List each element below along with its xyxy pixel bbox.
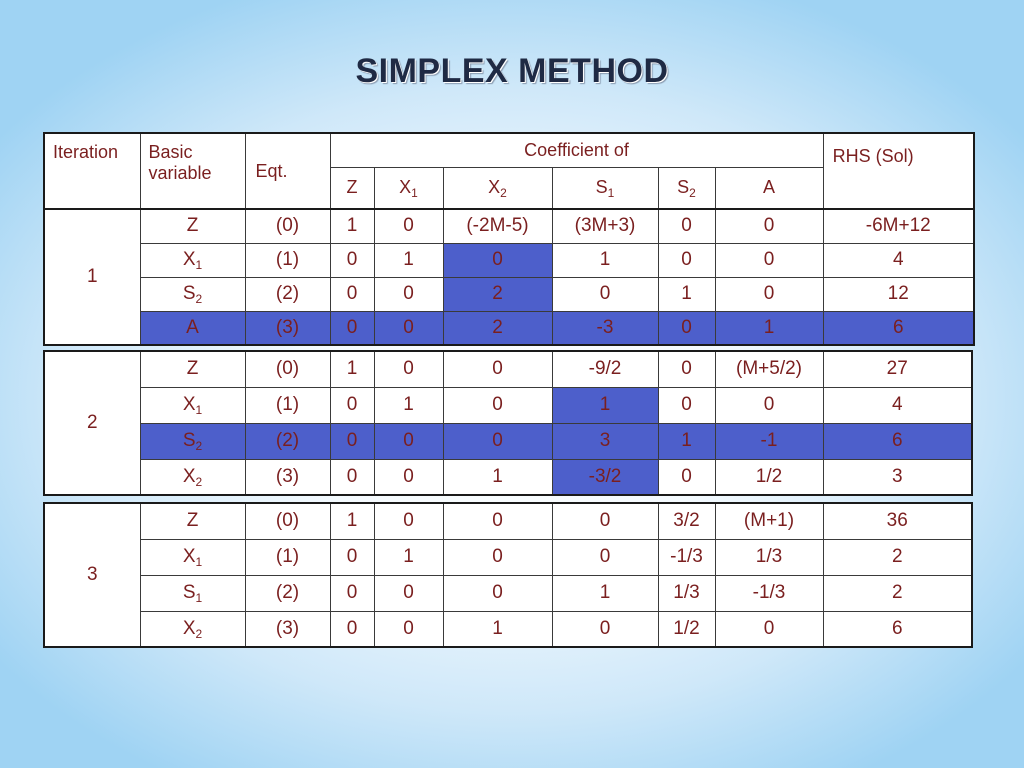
coef-a: 1/3 [715, 539, 823, 575]
pivot-column-cell: 2 [443, 277, 552, 311]
coef-a: -1/3 [715, 575, 823, 611]
rhs-cell: 6 [823, 311, 974, 345]
coef-x2: 1 [443, 459, 552, 495]
iteration-label: 2 [44, 351, 140, 495]
rhs-cell: 4 [823, 243, 974, 277]
coef-x1: 0 [374, 503, 443, 539]
coef-a: (M+1) [715, 503, 823, 539]
iteration-label: 1 [44, 209, 140, 345]
basic-variable: $X_1$ [140, 387, 245, 423]
tableau-header [43, 132, 975, 210]
eqt-cell: (1) [245, 387, 330, 423]
coef-s2: 0 [658, 311, 715, 345]
coef-a: 1 [715, 311, 823, 345]
coef-s2: 0 [658, 209, 715, 243]
table-row [44, 243, 974, 277]
rhs-cell: 36 [823, 503, 972, 539]
table-row [44, 575, 972, 611]
eqt-cell: (0) [245, 503, 330, 539]
rhs-cell: 2 [823, 539, 972, 575]
eqt-cell: (0) [245, 351, 330, 387]
basic-variable: Z [140, 209, 245, 243]
eqt-cell: (3) [245, 611, 330, 647]
basic-variable: $S_1$ [140, 575, 245, 611]
coef-a: (M+5/2) [715, 351, 823, 387]
coef-a: 1/2 [715, 459, 823, 495]
rhs-cell: 6 [823, 423, 972, 459]
header-iteration: Iteration [44, 133, 140, 209]
coef-x1: 0 [374, 311, 443, 345]
coef-x2: 0 [443, 387, 552, 423]
rhs-cell: 4 [823, 387, 972, 423]
eqt-cell: (3) [245, 459, 330, 495]
header-eqt: Eqt. [245, 133, 330, 209]
header-col-x1: $X_1$ [374, 167, 443, 209]
coef-z: 0 [330, 539, 374, 575]
header-col-x2: $X_2$ [443, 167, 552, 209]
table-row [44, 351, 972, 387]
coef-s2: 0 [658, 243, 715, 277]
coef-s1: 0 [552, 503, 658, 539]
coef-s1: 1 [552, 243, 658, 277]
coef-s2: 1 [658, 277, 715, 311]
header-rhs: RHS (Sol) [823, 133, 974, 209]
coef-x1: 0 [374, 611, 443, 647]
coef-x2: 0 [443, 351, 552, 387]
rhs-cell: 3 [823, 459, 972, 495]
coef-s1: 0 [552, 611, 658, 647]
basic-variable: Z [140, 503, 245, 539]
coef-x1: 1 [374, 243, 443, 277]
pivot-row [44, 423, 972, 459]
rhs-cell: -6M+12 [823, 209, 974, 243]
coef-s2: 0 [658, 459, 715, 495]
coef-z: 1 [330, 209, 374, 243]
coef-s1: (3M+3) [552, 209, 658, 243]
coef-s2: 1/2 [658, 611, 715, 647]
table-row [44, 387, 972, 423]
coef-a: 0 [715, 243, 823, 277]
coef-x1: 0 [374, 209, 443, 243]
table-row [44, 539, 972, 575]
eqt-cell: (1) [245, 243, 330, 277]
coef-z: 0 [330, 459, 374, 495]
coef-s1: -3 [552, 311, 658, 345]
iteration-1-table [43, 208, 975, 346]
coef-s2: -1/3 [658, 539, 715, 575]
header-coefficient-of: Coefficient of [330, 133, 823, 167]
table-row [44, 503, 972, 539]
coef-z: 0 [330, 575, 374, 611]
rhs-cell: 27 [823, 351, 972, 387]
iteration-3-table [43, 502, 973, 648]
iteration-2-table [43, 350, 973, 496]
basic-variable: $X_2$ [140, 459, 245, 495]
rhs-cell: 6 [823, 611, 972, 647]
eqt-cell: (1) [245, 539, 330, 575]
coef-z: 0 [330, 311, 374, 345]
coef-z: 0 [330, 277, 374, 311]
coef-s2: 1 [658, 423, 715, 459]
eqt-cell: (2) [245, 277, 330, 311]
coef-x2: 0 [443, 575, 552, 611]
coef-a: 0 [715, 611, 823, 647]
pivot-column-cell: 1 [552, 387, 658, 423]
basic-variable: $S_2$ [140, 277, 245, 311]
coef-s2: 0 [658, 387, 715, 423]
pivot-row [44, 311, 974, 345]
eqt-cell: (2) [245, 575, 330, 611]
basic-variable: Z [140, 351, 245, 387]
coef-s2: 3/2 [658, 503, 715, 539]
basic-variable: $S_2$ [140, 423, 245, 459]
coef-s1: 0 [552, 277, 658, 311]
header-basic-variable: Basic variable [140, 133, 245, 209]
iteration-label: 3 [44, 503, 140, 647]
rhs-cell: 12 [823, 277, 974, 311]
coef-a: 0 [715, 387, 823, 423]
table-row [44, 209, 974, 243]
header-col-s1: $S_1$ [552, 167, 658, 209]
coef-x1: 0 [374, 575, 443, 611]
coef-x2: 0 [443, 539, 552, 575]
eqt-cell: (2) [245, 423, 330, 459]
header-col-s2: $S_2$ [658, 167, 715, 209]
coef-s2: 1/3 [658, 575, 715, 611]
basic-variable: $X_1$ [140, 243, 245, 277]
coef-x1: 0 [374, 351, 443, 387]
coef-a: 0 [715, 277, 823, 311]
coef-z: 1 [330, 351, 374, 387]
basic-variable: $X_1$ [140, 539, 245, 575]
table-row [44, 611, 972, 647]
coef-x1: 1 [374, 387, 443, 423]
eqt-cell: (0) [245, 209, 330, 243]
coef-s2: 0 [658, 351, 715, 387]
eqt-cell: (3) [245, 311, 330, 345]
coef-x1: 0 [374, 459, 443, 495]
pivot-column-cell: -3/2 [552, 459, 658, 495]
table-row [44, 277, 974, 311]
table-row [44, 459, 972, 495]
coef-x1: 1 [374, 539, 443, 575]
basic-variable: $X_2$ [140, 611, 245, 647]
coef-a: 0 [715, 209, 823, 243]
pivot-element: 2 [443, 311, 552, 345]
coef-z: 1 [330, 503, 374, 539]
coef-x2: 0 [443, 503, 552, 539]
pivot-column-cell: 0 [443, 243, 552, 277]
coef-a: -1 [715, 423, 823, 459]
coef-z: 0 [330, 611, 374, 647]
coef-z: 0 [330, 243, 374, 277]
coef-x1: 0 [374, 277, 443, 311]
pivot-element: 3 [552, 423, 658, 459]
page-title: SIMPLEX METHOD [355, 52, 669, 90]
header-col-a: A [715, 167, 823, 209]
coef-x2: 1 [443, 611, 552, 647]
coef-z: 0 [330, 423, 374, 459]
coef-s1: 0 [552, 539, 658, 575]
coef-x2: 0 [443, 423, 552, 459]
coef-z: 0 [330, 387, 374, 423]
coef-x1: 0 [374, 423, 443, 459]
coef-s1: 1 [552, 575, 658, 611]
basic-variable: A [140, 311, 245, 345]
coef-s1: -9/2 [552, 351, 658, 387]
coef-x2: (-2M-5) [443, 209, 552, 243]
rhs-cell: 2 [823, 575, 972, 611]
header-col-z: Z [330, 167, 374, 209]
